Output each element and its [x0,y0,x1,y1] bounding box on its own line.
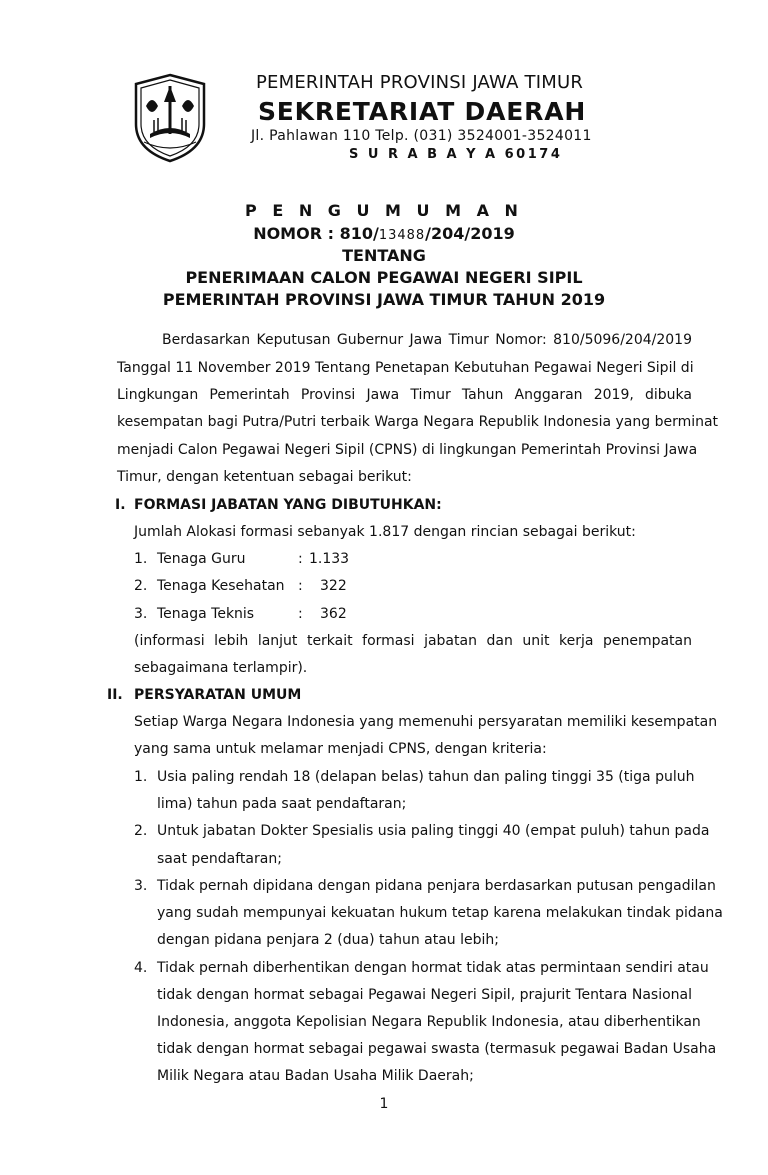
requirement-line: lima) tahun pada saat pendaftaran; [157,796,407,812]
requirement-line: Tidak pernah diberhentikan dengan hormat tidak atas permintaan sendiri atau [157,960,709,976]
announcement-number: NOMOR : 810/13488/204/2019 [253,224,515,243]
requirement-line: Untuk jabatan Dokter Spesialis usia paling tinggi 40 (empat puluh) tahun pada [157,823,710,839]
section-2-heading: PERSYARATAN UMUM [134,687,302,703]
formation-item-value: 1.133 [309,551,350,567]
formation-item-separator: : [298,578,303,594]
requirement-line: Usia paling rendah 18 (delapan belas) tahun dan paling tinggi 35 (tiga puluh [157,769,695,785]
requirement-line: dengan pidana penjara 2 (dua) tahun atau lebih; [157,932,499,948]
jawa-timur-emblem-icon [130,72,210,164]
formation-item-value: 322 [320,578,347,594]
requirement-number: 1. [134,769,148,785]
requirement-line: Tidak pernah dipidana dengan pidana penjara berdasarkan putusan pengadilan [157,878,716,894]
section-1-heading: FORMASI JABATAN YANG DIBUTUHKAN: [134,497,442,513]
formation-item-separator: : [298,606,303,622]
requirement-number: 3. [134,878,148,894]
requirement-line: yang sudah mempunyai kekuatan hukum tetap karena melakukan tindak pidana [157,905,723,921]
announcement-subject-line2: PEMERINTAH PROVINSI JAWA TIMUR TAHUN 2019 [162,290,606,309]
announcement-subject-line1: PENERIMAAN CALON PEGAWAI NEGERI SIPIL [185,268,583,287]
letterhead-city: S U R A B A Y A 60174 [349,147,563,162]
formation-item-label: Tenaga Guru [157,551,246,567]
announcement-heading: P E N G U M U M A N [245,201,523,220]
formation-item-label: Tenaga Teknis [157,606,255,622]
section-2-lead: Setiap Warga Negara Indonesia yang memenuhi persyaratan memiliki kesempatan [134,714,718,730]
requirement-line: saat pendaftaran; [157,851,282,867]
formation-item-number: 3. [134,606,148,622]
requirement-number: 2. [134,823,148,839]
page-number: 1 [379,1096,389,1112]
formation-item-label: Tenaga Kesehatan [157,578,285,594]
intro-line: Tanggal 11 November 2019 Tentang Penetapan Kebutuhan Pegawai Negeri Sipil di [117,360,694,376]
requirement-line: Milik Negara atau Badan Usaha Milik Daerah; [157,1068,474,1084]
requirement-line: Indonesia, anggota Kepolisian Negara Republik Indonesia, atau diberhentikan [157,1014,701,1030]
section-1-note: sebagaimana terlampir). [134,660,308,676]
section-1-numeral: I. [115,497,126,513]
letterhead-address: Jl. Pahlawan 110 Telp. (031) 3524001-3524011 [251,128,592,144]
formation-item-value: 362 [320,606,347,622]
formation-item-separator: : [298,551,303,567]
section-1-note: (informasi lebih lanjut terkait formasi jabatan dan unit kerja penempatan [134,633,692,649]
intro-line: Lingkungan Pemerintah Provinsi Jawa Timur Tahun Anggaran 2019, dibuka [117,387,692,403]
announcement-tentang: TENTANG [342,246,426,265]
formation-item-number: 2. [134,578,148,594]
formation-item-number: 1. [134,551,148,567]
section-2-lead: yang sama untuk melamar menjadi CPNS, dengan kriteria: [134,741,547,757]
section-2-numeral: II. [107,687,123,703]
intro-line: menjadi Calon Pegawai Negeri Sipil (CPNS) di lingkungan Pemerintah Provinsi Jawa [117,442,698,458]
requirement-line: tidak dengan hormat sebagai Pegawai Negeri Sipil, prajurit Tentara Nasional [157,987,692,1003]
section-1-lead: Jumlah Alokasi formasi sebanyak 1.817 dengan rincian sebagai berikut: [134,524,636,540]
intro-line: Berdasarkan Keputusan Gubernur Jawa Timur Nomor: 810/5096/204/2019 [162,332,692,348]
intro-line: kesempatan bagi Putra/Putri terbaik Warga Negara Republik Indonesia yang berminat [117,414,719,430]
intro-line: Timur, dengan ketentuan sebagai berikut: [117,469,412,485]
requirement-number: 4. [134,960,148,976]
letterhead-line-government: PEMERINTAH PROVINSI JAWA TIMUR [256,72,584,93]
letterhead-line-secretariat: SEKRETARIAT DAERAH [258,97,587,126]
requirement-line: tidak dengan hormat sebagai pegawai swasta (termasuk pegawai Badan Usaha [157,1041,717,1057]
